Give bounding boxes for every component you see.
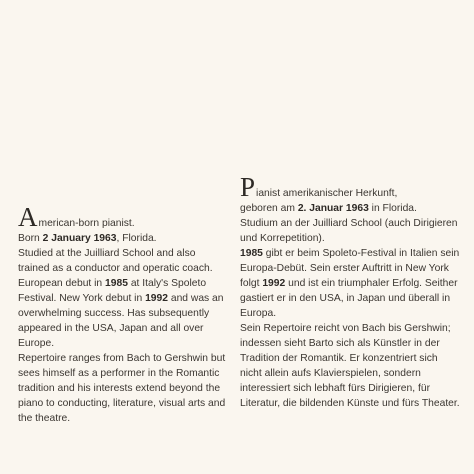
english-born	[18, 231, 228, 246]
english-debut	[18, 276, 228, 351]
english-debut-year-1985: 1985	[105, 278, 128, 289]
english-repertoire: Repertoire ranges from Bach to Gershwin but sees himself as a performer in the Romantic tradition and his interests extend beyond the piano to conducting, literature, visual arts and the theatre.	[18, 353, 226, 424]
english-born-suffix: , Florida.	[116, 233, 157, 244]
english-birth-date: 2 January 1963	[42, 233, 117, 244]
english-debut-year-1992: 1992	[145, 293, 168, 304]
german-debut-text-2: und ist ein triumphaler Erfolg. Seither gastiert er in den USA, in Japan und überall in Europa.	[240, 278, 458, 319]
english-studied: Studied at the Juilliard School and also trained as a conductor and operatic coach.	[18, 248, 213, 274]
german-birth-date: 2. Januar 1963	[297, 203, 369, 214]
german-born	[240, 201, 462, 216]
english-intro	[18, 202, 228, 232]
english-debut-text-1: European debut in	[18, 278, 106, 289]
german-intro-text: ianist amerikanischer Herkunft,	[256, 188, 398, 199]
german-debut-year-1992: 1992	[262, 278, 286, 289]
english-column	[18, 202, 228, 426]
german-debut	[240, 246, 462, 321]
german-debut-text-1: gibt er beim Spoleto-Festival in Italien sein Europa-Debüt. Sein erster Auftritt in New York folgt	[240, 248, 460, 289]
german-studied: Studium an der Juilliard School (auch Dirigieren und Korrepetition).	[240, 218, 458, 244]
german-dropcap: P	[240, 172, 256, 202]
english-born-prefix: Born	[18, 233, 43, 244]
german-born-suffix: in Florida.	[368, 203, 417, 214]
english-intro-text: merican-born pianist.	[38, 218, 135, 229]
german-born-prefix: geboren am	[240, 203, 298, 214]
english-debut-text-3: and was an overwhelming success. Has subsequently appeared in the USA, Japan and all over Europe.	[18, 293, 224, 349]
german-debut-year-1985: 1985	[240, 248, 263, 259]
german-intro	[240, 172, 462, 202]
german-column	[240, 172, 462, 411]
german-repertoire: Sein Repertoire reicht von Bach bis Gershwin; indessen sieht Barto sich als Künstler in der Tradition der Romantik. Er konzentriert sich nicht allein aufs Klavierspielen, sondern interessiert sich lebhaft fürs Dirigieren, für Literatur, die bildenden Künste und fürs Theater.	[240, 323, 460, 409]
english-debut-text-2: at Italy's Spoleto Festival. New York debut in	[18, 278, 207, 304]
english-dropcap: A	[18, 202, 38, 232]
